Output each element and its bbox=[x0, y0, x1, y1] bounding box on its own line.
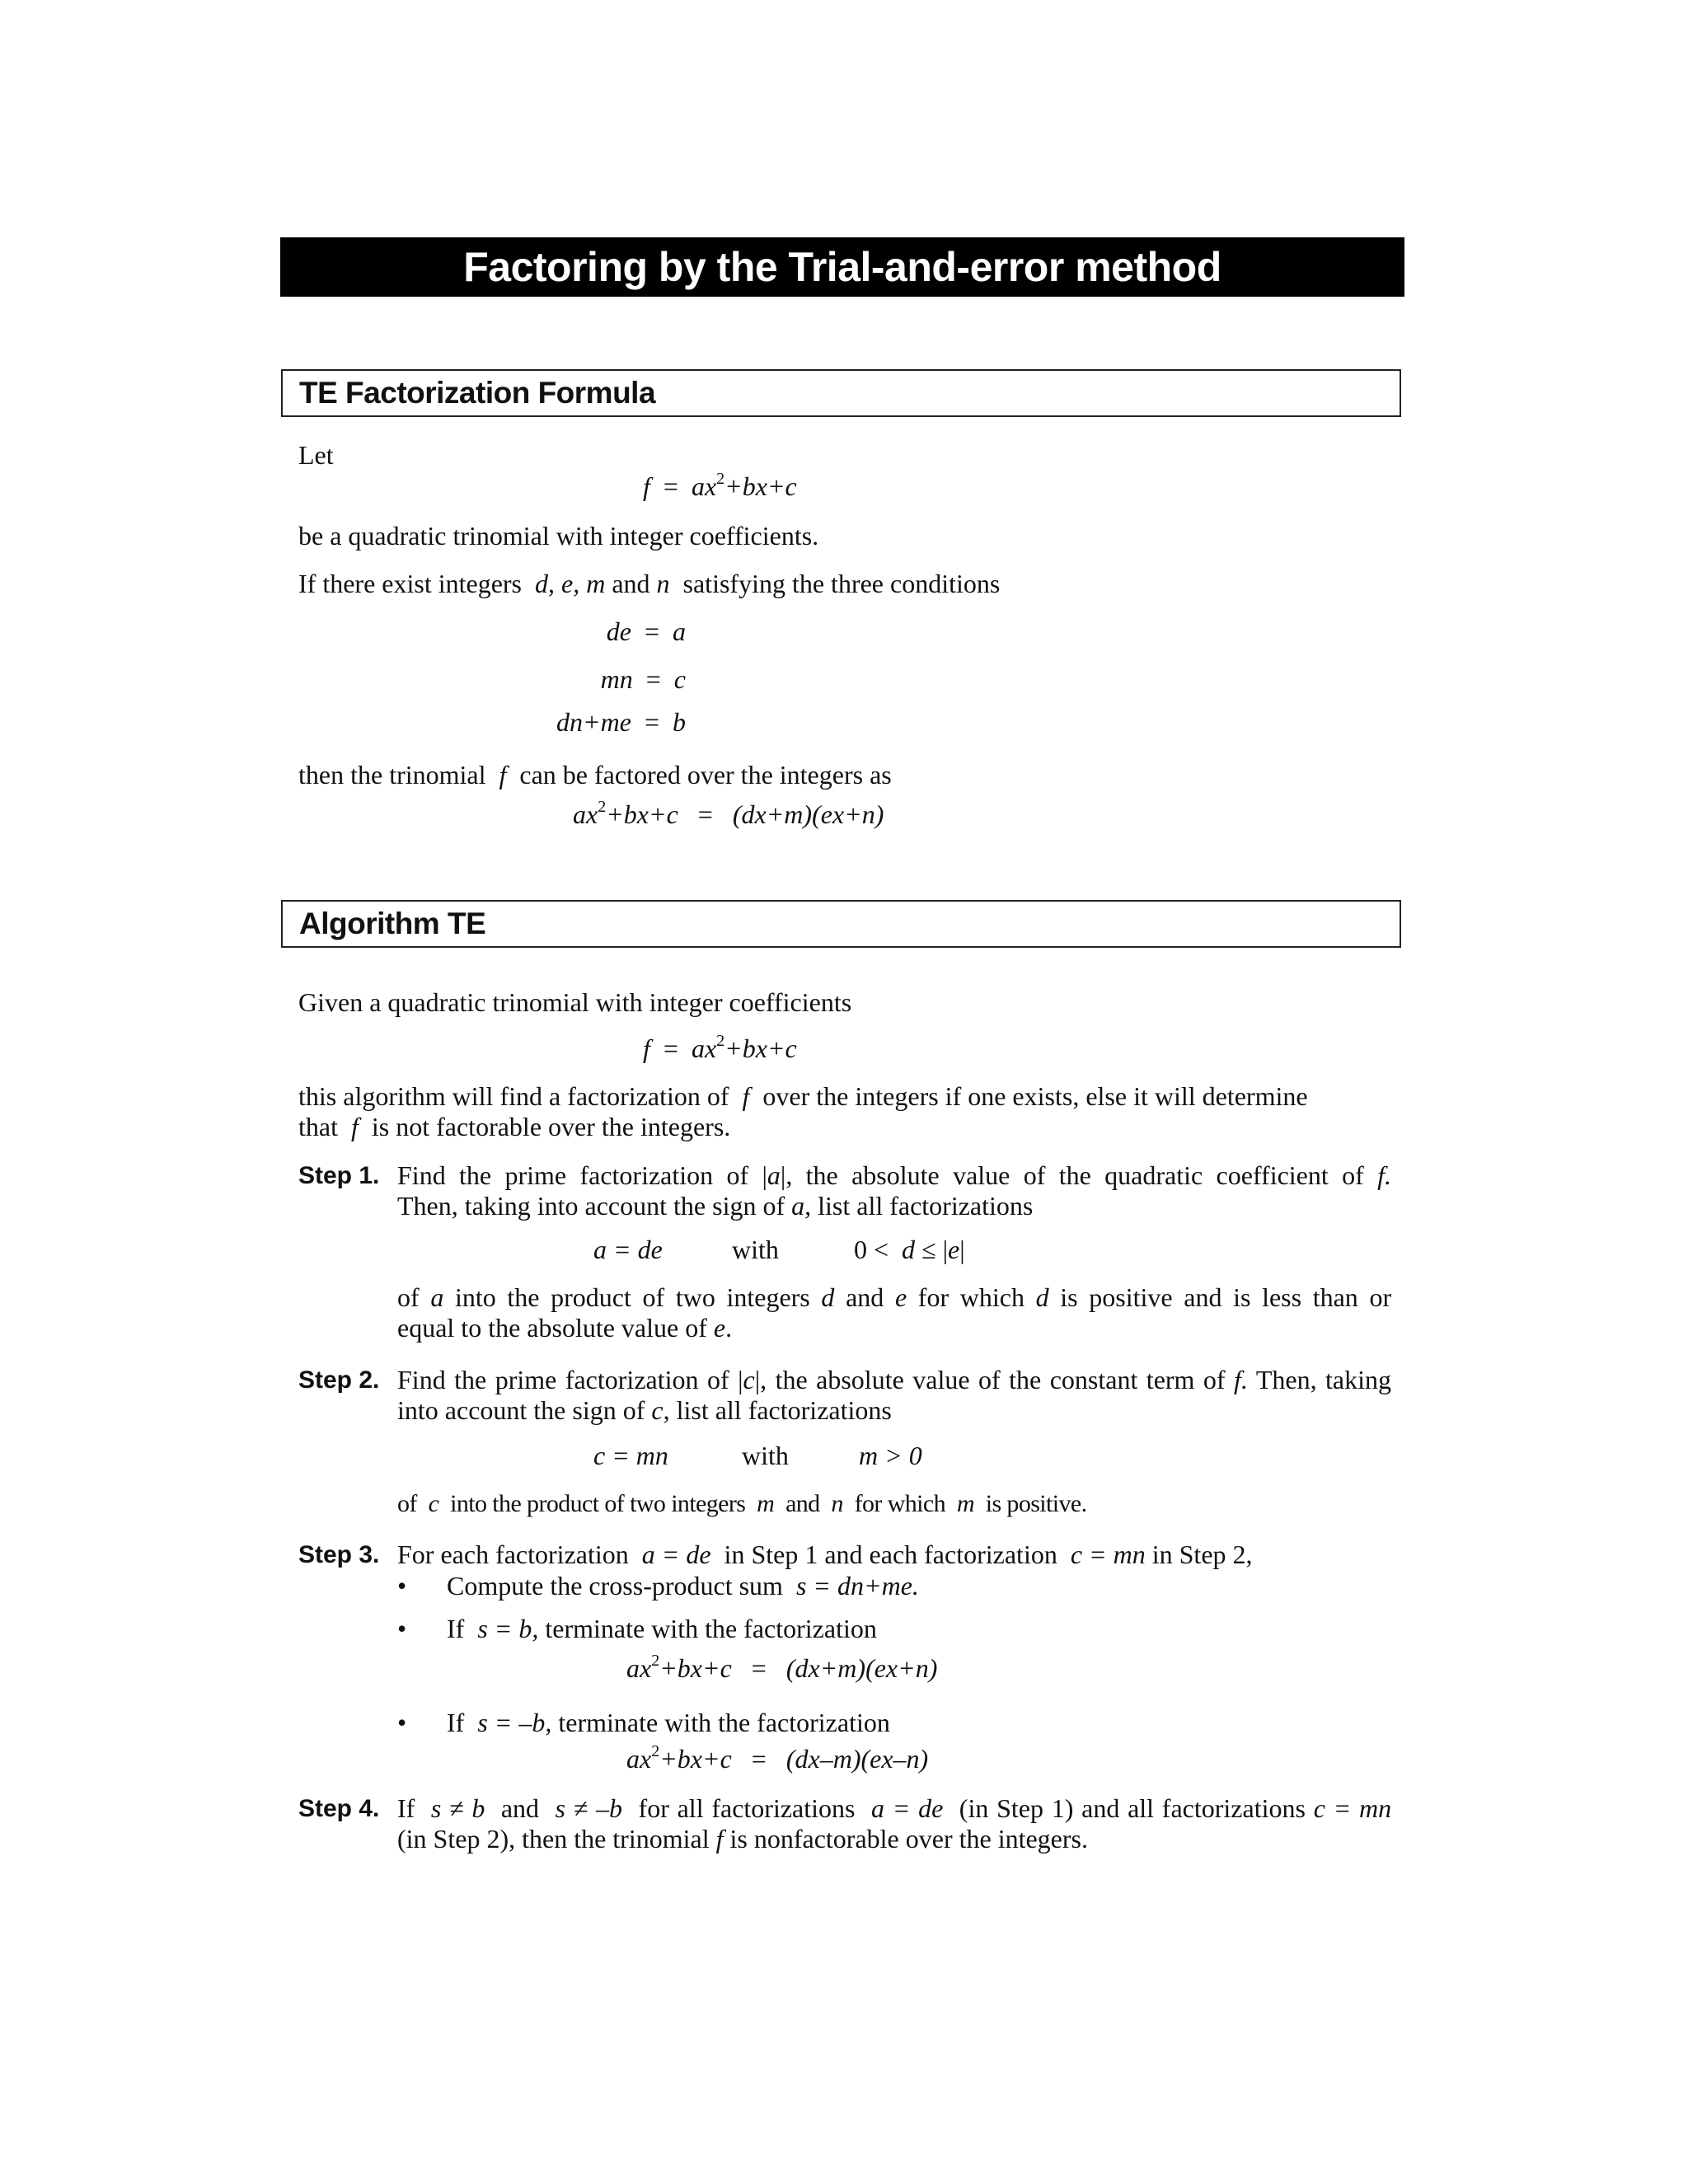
algorithm-intro: this algorithm will find a factorization of f over the integers if one exists, else it will determine that f is not factorable over the integers. bbox=[298, 1081, 1308, 1141]
step-3-factorization-minus: $ax^2+bx+c$ = (dx–m)(ex–n) bbox=[626, 1742, 929, 1774]
step-2-label: Step 2. bbox=[298, 1366, 380, 1394]
quadratic-description: be a quadratic trinomial with integer coefficients. bbox=[298, 521, 819, 551]
section-heading-algorithm: Algorithm TE bbox=[281, 900, 1401, 948]
step-3-text: For each factorization a = de in Step 1 and each factorization c = mn in Step 2, bbox=[397, 1540, 1253, 1569]
trinomial-equation-2: $f = ax^2+bx+c$ bbox=[643, 1032, 797, 1063]
trinomial-equation: $f = ax^2+bx+c$ bbox=[643, 470, 797, 501]
step-1-equation: a = de bbox=[593, 1235, 663, 1264]
step-3-bullet-1: Compute the cross-product sum s = dn+me. bbox=[447, 1571, 919, 1601]
step-1-with: with bbox=[732, 1235, 779, 1264]
step-1-condition: 0 < d ≤ |e| bbox=[854, 1235, 965, 1264]
condition-mn: mn = c bbox=[600, 664, 686, 694]
section-heading-formula: TE Factorization Formula bbox=[281, 369, 1401, 417]
step-1-text: Find the prime factorization of |a|, the absolute value of the quadratic coefficient of f. Then, taking into account the sign of a, list all factorizations bbox=[397, 1160, 1392, 1221]
bullet-3: • bbox=[397, 1708, 407, 1737]
step-4-text: If s ≠ b and s ≠ –b for all factorizations a = de (in Step 1) and all factorizations c = mn (in Step 2), then the trinomial f is nonfactorable over the integers. bbox=[397, 1793, 1392, 1854]
factored-intro: then the trinomial f can be factored over the integers as bbox=[298, 760, 892, 790]
bullet-1: • bbox=[397, 1571, 407, 1601]
step-4-label: Step 4. bbox=[298, 1795, 380, 1822]
step-3-label: Step 3. bbox=[298, 1541, 380, 1568]
step-3-bullet-3: If s = –b, terminate with the factorization bbox=[447, 1708, 890, 1737]
step-2-detail: of c into the product of two integers m and n for which m is positive. bbox=[397, 1490, 1087, 1517]
condition-de: de = a bbox=[606, 616, 686, 646]
let-text: Let bbox=[298, 440, 334, 470]
step-2-equation: c = mn bbox=[593, 1441, 668, 1470]
given-text: Given a quadratic trinomial with integer coefficients bbox=[298, 987, 852, 1017]
step-1-detail: of a into the product of two integers d and e for which d is positive and is less than or equal to the absolute value of e. bbox=[397, 1282, 1392, 1343]
step-1-label: Step 1. bbox=[298, 1162, 380, 1189]
factorization-formula: $ax^2+bx+c$ = (dx+m)(ex+n) bbox=[573, 798, 884, 829]
step-2-with: with bbox=[742, 1441, 789, 1470]
conditions-intro: If there exist integers d, e, m and n satisfying the three conditions bbox=[298, 569, 1001, 598]
bullet-2: • bbox=[397, 1614, 407, 1643]
page-title: Factoring by the Trial-and-error method bbox=[280, 237, 1404, 297]
step-3-factorization-plus: $ax^2+bx+c$ = (dx+m)(ex+n) bbox=[626, 1652, 938, 1683]
condition-dnme: dn+me = b bbox=[556, 707, 686, 737]
step-2-condition: m > 0 bbox=[859, 1441, 922, 1470]
step-3-bullet-2: If s = b, terminate with the factorization bbox=[447, 1614, 877, 1643]
step-2-text: Find the prime factorization of |c|, the absolute value of the constant term of f. Then, taking into account the sign of c, list all factorizations bbox=[397, 1365, 1392, 1425]
